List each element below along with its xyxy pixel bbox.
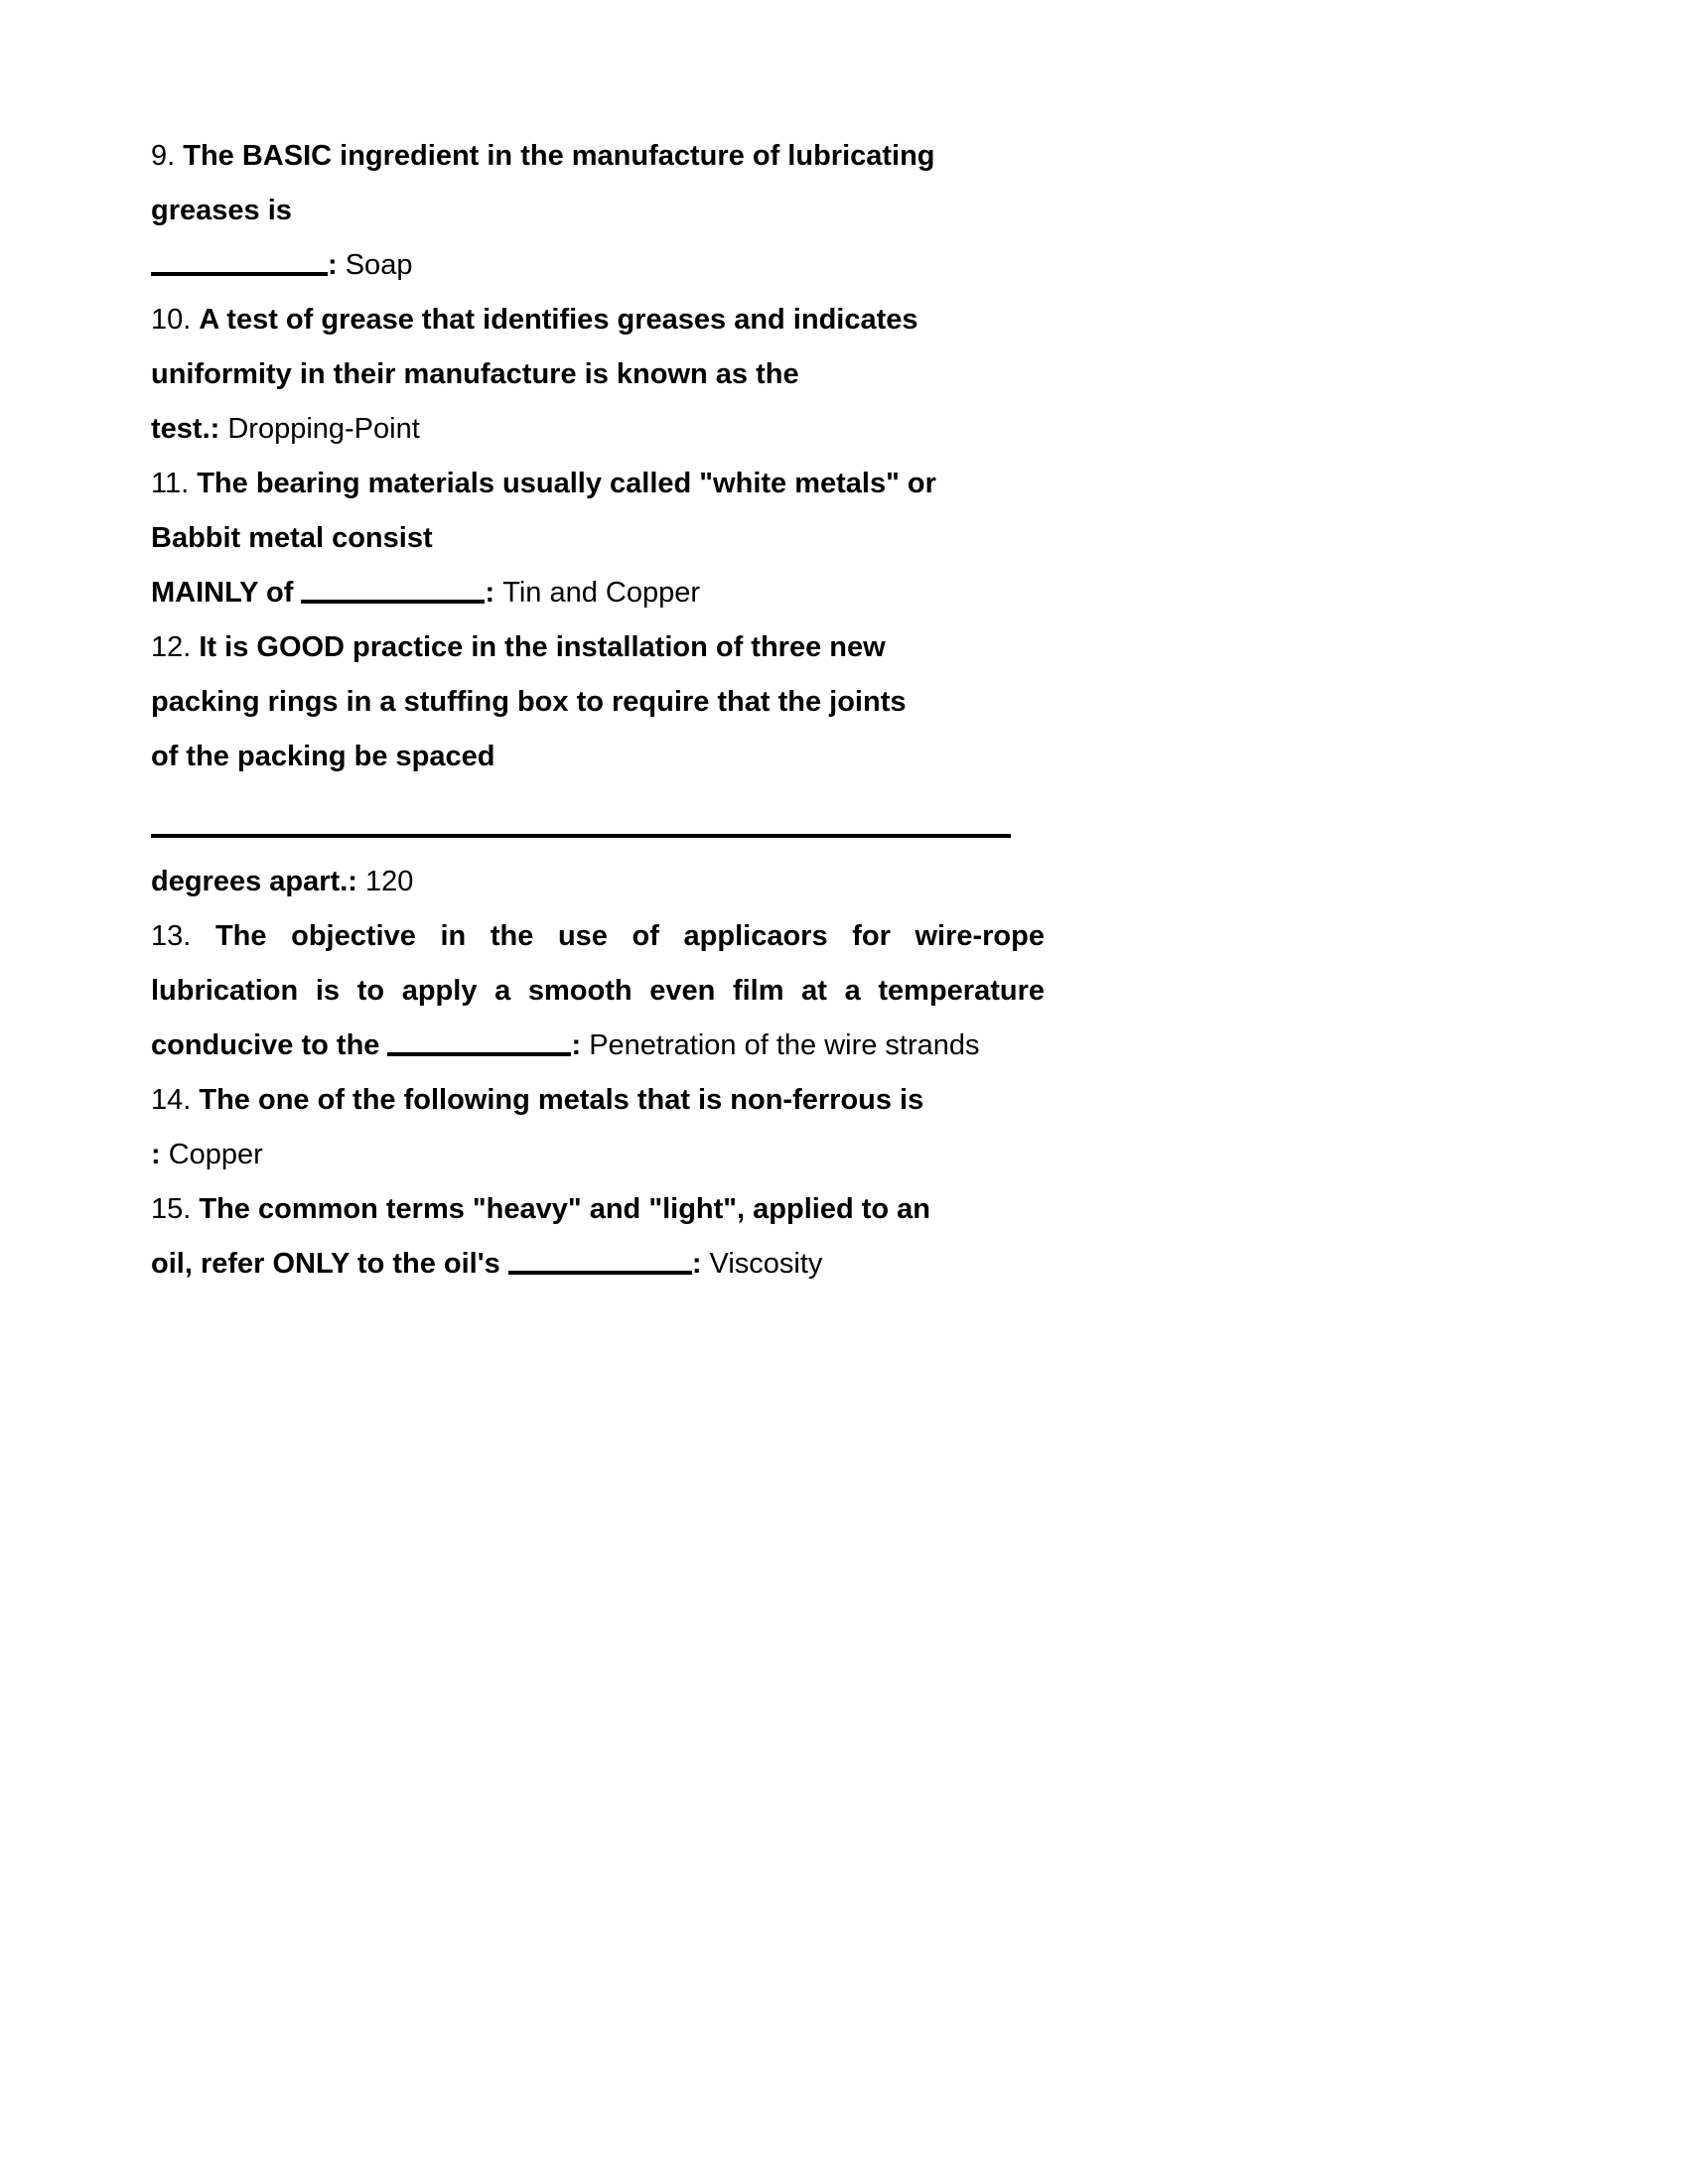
q11-line2 — [151, 511, 1045, 566]
question-text: packing rings in a stuffing box to require that the joints — [151, 686, 907, 718]
q13-line2 — [151, 964, 1045, 1019]
colon: : — [328, 249, 346, 281]
question-number: 13. — [151, 920, 215, 952]
question-text: uniformity in their manufacture is known as the — [151, 358, 799, 390]
q15-line1 — [151, 1182, 1045, 1237]
question-number: 11. — [151, 468, 198, 499]
question-number: 14. — [151, 1084, 200, 1116]
answer-text: Tin and Copper — [502, 577, 701, 609]
document-body — [151, 129, 1045, 1292]
question-text: lubrication is to apply a smooth even film at a temperature — [151, 975, 1045, 1007]
answer-text: Viscosity — [709, 1248, 823, 1280]
answer-blank — [387, 1052, 571, 1056]
answer-text: Soap — [345, 249, 413, 281]
q11-line1 — [151, 457, 1045, 511]
q12-line2 — [151, 675, 1045, 730]
question-text: Babbit metal consist — [151, 522, 433, 554]
q12-line4 — [151, 855, 1045, 909]
q14-line2 — [151, 1128, 1045, 1182]
q11-line3 — [151, 566, 1045, 620]
question-text: The objective in the use of applicaors for wire-rope — [214, 920, 1045, 952]
q13-line3 — [151, 1019, 1045, 1073]
q12-rule — [151, 800, 1045, 855]
q12-line1 — [151, 620, 1045, 675]
answer-text: Copper — [168, 1139, 263, 1170]
q9-line3 — [151, 238, 1045, 293]
colon: : — [571, 1029, 590, 1061]
full-width-answer-blank — [151, 834, 1011, 838]
q10-line3 — [151, 402, 1045, 457]
question-text: The BASIC ingredient in the manufacture of lubricating — [183, 140, 935, 172]
question-text: degrees apart.: — [151, 866, 365, 897]
question-text: The one of the following metals that is non-ferrous is — [199, 1084, 924, 1116]
answer-text: Dropping-Point — [227, 413, 420, 445]
answer-blank — [301, 600, 485, 604]
q15-line2 — [151, 1237, 1045, 1292]
question-number: 10. — [151, 304, 200, 336]
colon: : — [485, 577, 503, 609]
answer-blank — [508, 1271, 692, 1275]
answer-text: 120 — [364, 866, 414, 897]
question-number: 9. — [151, 140, 184, 172]
question-text: It is GOOD practice in the installation of three new — [199, 631, 886, 663]
question-text: test.: — [151, 413, 228, 445]
question-text: A test of grease that identifies greases and indicates — [199, 304, 918, 336]
q10-line1 — [151, 293, 1045, 347]
question-text: The bearing materials usually called "white metals" or — [197, 468, 936, 499]
q9-line2 — [151, 184, 1045, 238]
q12-line3 — [151, 730, 1045, 784]
q13-line1 — [151, 909, 1045, 964]
question-number: 15. — [151, 1193, 200, 1225]
colon: : — [151, 1139, 169, 1170]
question-number: 12. — [151, 631, 200, 663]
question-text: The common terms "heavy" and "light", applied to an — [199, 1193, 930, 1225]
question-text: of the packing be spaced — [151, 741, 495, 772]
question-text: greases is — [151, 195, 292, 226]
q10-line2 — [151, 347, 1045, 402]
answer-text: Penetration of the wire strands — [589, 1029, 980, 1061]
q9-line1 — [151, 129, 1045, 184]
question-text: MAINLY of — [151, 577, 302, 609]
colon: : — [691, 1248, 710, 1280]
question-text: oil, refer ONLY to the oil's — [151, 1248, 508, 1280]
q14-line1 — [151, 1073, 1045, 1128]
answer-blank — [151, 272, 328, 276]
question-text: conducive to the — [151, 1029, 388, 1061]
